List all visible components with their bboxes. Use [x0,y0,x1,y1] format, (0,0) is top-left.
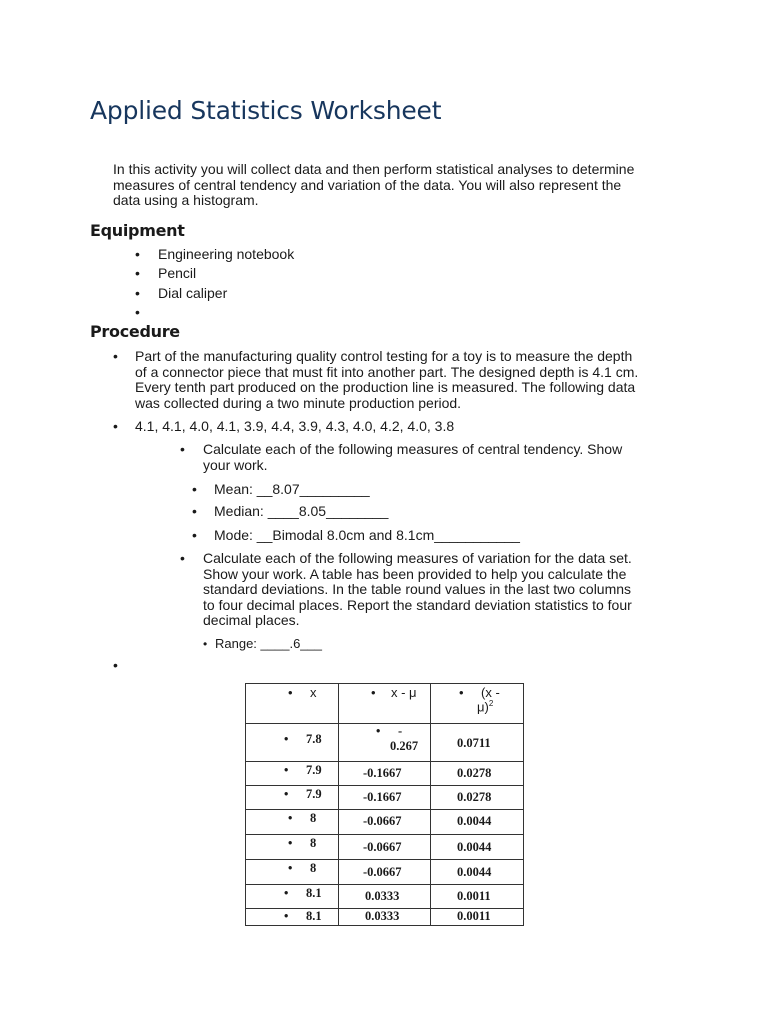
variation-line: Show your work. A table has been provided to help you calculate the [203,565,627,582]
central-line: your work. [203,456,268,473]
cell-squared [431,909,524,926]
header-cell-x-minus-mu [339,684,431,724]
table-bullet: • [284,732,289,746]
cell-deviation-value: -0.0667 [363,840,402,854]
mean-bullet: • [192,481,197,497]
cell-x-value: 8 [310,811,317,825]
cell-x [246,724,339,762]
cell-squared-value: 0.0044 [457,840,492,854]
intro-line: In this activity you will collect data and then perform statistical analyses to determine [113,161,635,177]
cell-deviation [339,860,431,885]
step-line: was collected during a two minute production period. [135,394,462,411]
cell-x [246,835,339,860]
table-bullet: • [459,685,464,700]
table-bullet: • [288,811,293,825]
cell-deviation-value: 0.0333 [365,909,400,923]
mode-answer: Mode: __Bimodal 8.0cm and 8.1cm___________ [214,527,520,543]
cell-squared [431,835,524,860]
cell-deviation-value: 0.0333 [365,889,400,903]
equipment-item: Pencil [158,265,197,281]
table-bullet: • [288,685,293,700]
cell-squared [431,724,524,762]
central-instructions [203,442,683,473]
header-x-minus-mu: x - μ [391,685,417,700]
cell-squared-value: 0.0011 [457,909,491,923]
header-cell-x [246,684,339,724]
deviation-table [245,683,524,926]
cell-deviation [339,810,431,835]
table-row [246,860,524,885]
step-line: of a connector piece that must fit into another part. The designed depth is 4.1 cm. [135,363,639,380]
cell-x-value: 8.1 [306,886,322,900]
cell-deviation-value: 0.267 [390,739,419,753]
procedure-step-text [135,349,695,411]
cell-squared [431,860,524,885]
table-row [246,909,524,926]
table-row [246,810,524,835]
variation-line: standard deviations. In the table round values in the last two columns [203,581,632,597]
header-squared-line2 [477,699,493,714]
cell-deviation [339,835,431,860]
variation-instructions [203,551,693,629]
cell-x [246,762,339,786]
cell-squared [431,762,524,786]
variation-line: Calculate each of the following measures of variation for the data set. [203,550,632,566]
cell-squared [431,810,524,835]
cell-squared-value: 0.0278 [457,790,492,804]
mean-answer: Mean: __8.07_________ [214,481,370,497]
cell-squared-value: 0.0044 [457,814,492,828]
intro-line: data using a histogram. [113,192,259,208]
procedure-bullet: • [113,348,118,364]
cell-x [246,909,339,926]
median-bullet: • [192,503,197,519]
equipment-bullet: • [135,265,140,281]
header-squared-line1: (x - [481,685,500,700]
table-bullet: • [284,763,289,777]
cell-x-value: 7.9 [306,787,322,801]
cell-x [246,860,339,885]
cell-x-value: 8.1 [306,909,322,923]
empty-bullet: • [113,657,118,673]
procedure-bullet: • [113,418,118,434]
equipment-item: Engineering notebook [158,246,295,262]
cell-deviation-sign: - [398,724,403,738]
table-bullet: • [288,836,293,850]
cell-deviation-value: -0.1667 [363,790,402,804]
cell-x [246,786,339,810]
page-title: Applied Statistics Worksheet [90,96,442,125]
cell-x-value: 7.9 [306,763,322,777]
equipment-bullet: • [135,285,140,301]
cell-squared-value: 0.0711 [457,736,491,750]
table-bullet: • [376,724,381,738]
intro-paragraph [113,162,693,209]
data-values: 4.1, 4.1, 4.0, 4.1, 3.9, 4.4, 3.9, 4.3, 4.0, 4.2, 4.0, 3.8 [135,418,455,434]
intro-line: measures of central tendency and variation of the data. You will also represent the [113,176,622,193]
cell-x [246,885,339,909]
cell-deviation [339,885,431,909]
central-line: Calculate each of the following measures of central tendency. Show [203,441,623,457]
cell-deviation-value: -0.0667 [363,865,402,879]
range-answer: Range: ____.6___ [215,636,322,651]
table-row [246,885,524,909]
step-line: Every tenth part produced on the production line is measured. The following data [135,379,636,395]
cell-x [246,810,339,835]
table-bullet: • [371,685,376,700]
cell-x-value: 7.8 [306,732,322,746]
header-cell-squared [431,684,524,724]
cell-x-value: 8 [310,836,317,850]
table-header-row [246,684,524,724]
header-squared-base: μ) [477,699,489,715]
table-row [246,762,524,786]
table-bullet: • [284,909,289,923]
procedure-heading: Procedure [90,322,180,341]
cell-squared [431,786,524,810]
table-row [246,786,524,810]
header-x: x [310,685,317,700]
median-answer: Median: ____8.05________ [214,503,389,519]
cell-deviation-value: -0.0667 [363,814,402,828]
range-bullet: • [203,637,208,651]
cell-deviation [339,786,431,810]
table-bullet: • [288,861,293,875]
cell-deviation [339,762,431,786]
cell-squared [431,885,524,909]
cell-deviation-value: -0.1667 [363,766,402,780]
table-row [246,724,524,762]
cell-deviation [339,909,431,926]
step-line: Part of the manufacturing quality control testing for a toy is to measure the depth [135,348,633,364]
table-bullet: • [284,787,289,801]
equipment-bullet: • [135,246,140,262]
cell-x-value: 8 [310,861,317,875]
header-squared-exponent: 2 [488,699,494,708]
equipment-item: Dial caliper [158,285,228,301]
mode-bullet: • [192,527,197,543]
variation-line: to four decimal places. Report the standard deviation statistics to four [203,596,632,613]
variation-bullet: • [180,550,185,566]
equipment-bullet: • [135,304,140,320]
table-row [246,835,524,860]
table-bullet: • [284,886,289,900]
variation-line: decimal places. [203,612,300,628]
cell-squared-value: 0.0278 [457,766,492,780]
cell-deviation [339,724,431,762]
cell-squared-value: 0.0044 [457,865,492,879]
central-bullet: • [180,441,185,457]
cell-squared-value: 0.0011 [457,889,491,903]
equipment-heading: Equipment [90,221,185,240]
